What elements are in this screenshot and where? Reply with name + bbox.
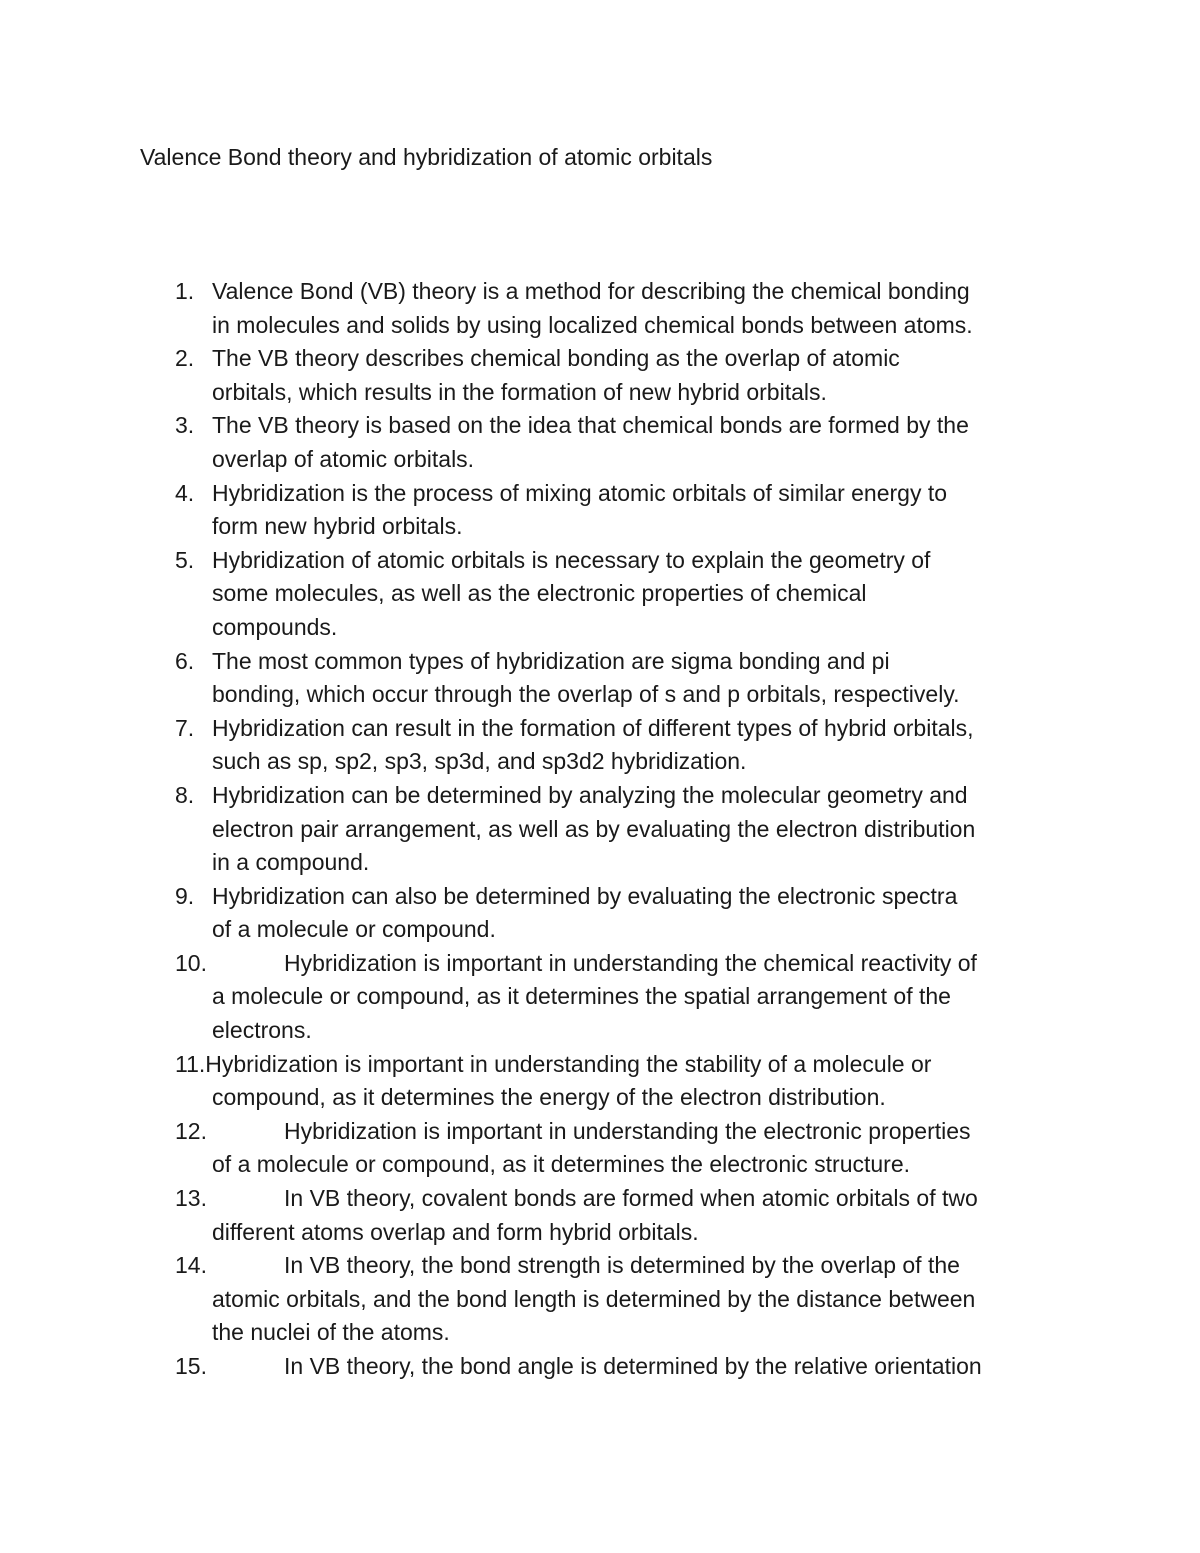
list-item-line: overlap of atomic orbitals.: [212, 445, 475, 472]
list-item-11: [0, 1048, 1200, 1115]
list-item-7: [0, 712, 1200, 779]
list-item-line: Valence Bond (VB) theory is a method for describing the chemical bonding: [212, 278, 970, 304]
list-item-3: [0, 409, 1200, 476]
list-item-number: 11.: [175, 1050, 206, 1077]
list-item-6: [0, 645, 1200, 712]
list-item-2: [0, 342, 1200, 409]
list-item-line: In VB theory, the bond strength is determined by the overlap of the: [284, 1252, 960, 1279]
list-item-number: 8.: [175, 781, 195, 808]
list-item-line: Hybridization is important in understanding the electronic properties: [284, 1117, 971, 1144]
list-item-line: such as sp, sp2, sp3, sp3d, and sp3d2 hybridization.: [212, 748, 747, 775]
numbered-list: [0, 275, 1200, 1384]
list-item-10: [0, 947, 1200, 1048]
list-item-5: [0, 544, 1200, 645]
list-item-line: of a molecule or compound, as it determines the electronic structure.: [212, 1151, 911, 1178]
list-item-number: 4.: [175, 479, 195, 506]
list-item-number: 12.: [175, 1117, 207, 1144]
list-item-4: [0, 477, 1200, 544]
list-item-number: 5.: [175, 546, 195, 573]
list-item-number: 13.: [175, 1185, 207, 1212]
list-item-9: [0, 880, 1200, 947]
list-item-15: [0, 1350, 1200, 1384]
list-item-line: Hybridization can also be determined by evaluating the electronic spectra: [212, 882, 958, 909]
list-item-number: 2.: [175, 345, 195, 372]
list-item-number: 9.: [175, 882, 195, 909]
list-item-line: Hybridization can result in the formation of different types of hybrid orbitals,: [212, 714, 974, 741]
list-item-13: [0, 1182, 1200, 1249]
list-item-line: The VB theory is based on the idea that chemical bonds are formed by the: [212, 412, 969, 439]
list-item-1: [0, 275, 1200, 342]
document-title: Valence Bond theory and hybridization of atomic orbitals: [140, 144, 713, 170]
list-item-number: 3.: [175, 412, 195, 439]
list-item-number: 1.: [175, 278, 195, 304]
list-item-number: 15.: [175, 1353, 207, 1379]
list-item-number: 14.: [175, 1252, 207, 1279]
list-item-line: different atoms overlap and form hybrid orbitals.: [212, 1218, 699, 1245]
list-item-line: Hybridization of atomic orbitals is necessary to explain the geometry of: [212, 546, 931, 573]
list-item-line: of a molecule or compound.: [212, 916, 496, 943]
list-item-number: 10.: [175, 949, 207, 976]
list-item-line: The VB theory describes chemical bonding as the overlap of atomic: [212, 345, 900, 372]
list-item-number: 6.: [175, 647, 195, 674]
list-item-line: In VB theory, the bond angle is determined by the relative orientation: [284, 1353, 982, 1379]
list-item-line: orbitals, which results in the formation of new hybrid orbitals.: [212, 378, 827, 405]
list-item-line: The most common types of hybridization are sigma bonding and pi: [212, 647, 890, 674]
list-item-line: the nuclei of the atoms.: [212, 1319, 450, 1346]
list-item-line: atomic orbitals, and the bond length is determined by the distance between: [212, 1285, 976, 1312]
list-item-line: in a compound.: [212, 849, 370, 876]
list-item-line: Hybridization is important in understanding the chemical reactivity of: [284, 949, 977, 976]
list-item-line: some molecules, as well as the electronic properties of chemical: [212, 580, 867, 607]
list-item-line: in molecules and solids by using localized chemical bonds between atoms.: [212, 311, 973, 338]
list-item-12: [0, 1115, 1200, 1182]
list-item-line: electrons.: [212, 1017, 312, 1044]
list-item-number: 7.: [175, 714, 195, 741]
list-item-14: [0, 1249, 1200, 1350]
list-item-line: bonding, which occur through the overlap of s and p orbitals, respectively.: [212, 681, 960, 708]
list-item-line: compound, as it determines the energy of the electron distribution.: [212, 1084, 886, 1111]
list-item-line: electron pair arrangement, as well as by evaluating the electron distribution: [212, 815, 976, 842]
list-item-line: form new hybrid orbitals.: [212, 513, 463, 540]
list-item-line: compounds.: [212, 613, 338, 640]
list-item-line: In VB theory, covalent bonds are formed when atomic orbitals of two: [284, 1185, 978, 1212]
list-item-8: [0, 779, 1200, 880]
list-item-line: Hybridization is important in understanding the stability of a molecule or: [205, 1050, 932, 1077]
list-item-line: a molecule or compound, as it determines the spatial arrangement of the: [212, 983, 951, 1010]
list-item-line: Hybridization can be determined by analyzing the molecular geometry and: [212, 781, 968, 808]
list-item-line: Hybridization is the process of mixing atomic orbitals of similar energy to: [212, 479, 948, 506]
